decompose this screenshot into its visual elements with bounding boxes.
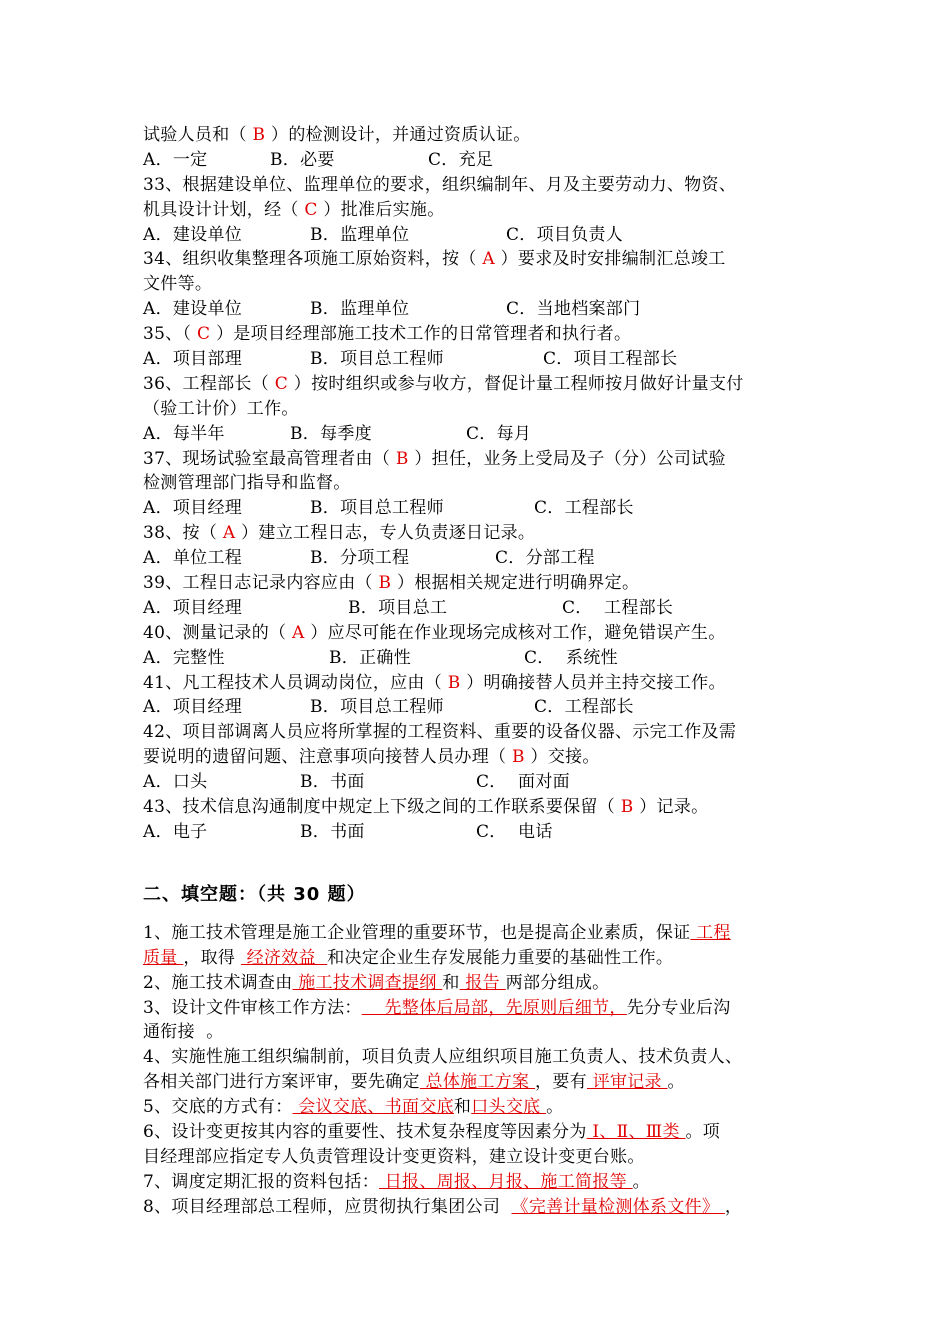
question-text: 和 bbox=[453, 1097, 472, 1118]
option-a: A．口头 bbox=[143, 772, 208, 793]
fill-6-line1 bbox=[143, 1120, 813, 1145]
question-text: 和 bbox=[442, 972, 460, 993]
question-39-options bbox=[143, 596, 813, 621]
question-36-stem-line2: （验工计价）工作。 bbox=[143, 398, 299, 419]
answer-letter: B bbox=[378, 573, 392, 594]
option-b: B．监理单位 bbox=[310, 299, 410, 320]
question-33-stem-line2 bbox=[143, 198, 813, 223]
question-41-stem bbox=[143, 671, 813, 696]
question-42-stem-line2 bbox=[143, 745, 813, 770]
option-c: C．项目工程部长 bbox=[543, 349, 678, 370]
option-c: C． 工程部长 bbox=[562, 597, 674, 618]
question-text: 。项 bbox=[685, 1121, 721, 1142]
option-b: B．每季度 bbox=[290, 423, 372, 444]
question-35-stem bbox=[143, 322, 813, 347]
question-text: 37、现场试验室最高管理者由（ bbox=[143, 448, 396, 469]
question-text: 5、交底的方式有： bbox=[143, 1097, 293, 1118]
question-37-stem-line1 bbox=[143, 447, 813, 472]
question-text: ）交接。 bbox=[524, 747, 600, 768]
question-37-stem-line2: 检测管理部门指导和监督。 bbox=[143, 473, 351, 494]
fill-answer: Ⅰ、Ⅱ、Ⅲ类 bbox=[586, 1121, 686, 1142]
option-b: B．必要 bbox=[270, 149, 335, 170]
answer-letter: A bbox=[222, 523, 236, 544]
question-42-options bbox=[143, 770, 813, 795]
question-39-stem bbox=[143, 571, 813, 596]
fill-answer: 评审记录 bbox=[586, 1072, 668, 1093]
question-38-options bbox=[143, 546, 813, 571]
question-text: ， bbox=[724, 1196, 743, 1217]
option-a: A．项目部理 bbox=[143, 349, 243, 370]
question-text: 。 bbox=[546, 1097, 564, 1118]
question-text: 41、凡工程技术人员调动岗位，应由（ bbox=[143, 672, 448, 693]
option-a: A．电子 bbox=[143, 821, 208, 842]
question-text: 36、工程部长（ bbox=[143, 373, 275, 394]
question-text: 先分专业后沟 bbox=[626, 997, 731, 1018]
question-text: 6、设计变更按其内容的重要性、技术复杂程度等因素分为 bbox=[143, 1121, 587, 1142]
answer-letter: C bbox=[197, 324, 211, 345]
question-37-options bbox=[143, 496, 813, 521]
question-text: 43、技术信息沟通制度中规定上下级之间的工作联系要保留（ bbox=[143, 797, 621, 818]
fill-answer: 口头交底 bbox=[471, 1097, 547, 1118]
question-text: 1、施工技术管理是施工企业管理的重要环节，也是提高企业素质，保证 bbox=[143, 922, 691, 943]
document-content bbox=[143, 123, 813, 1220]
section-heading: 二、填空题：（共 30 题） bbox=[143, 883, 366, 905]
answer-letter: B bbox=[512, 747, 525, 768]
question-text: ）的检测设计，并通过资质认证。 bbox=[265, 125, 531, 145]
fill-7 bbox=[143, 1170, 813, 1195]
question-text: 34、组织收集整理各项施工原始资料，按（ bbox=[143, 249, 483, 270]
option-b: B．项目总工程师 bbox=[310, 349, 444, 370]
fill-answer: 工程 bbox=[690, 922, 731, 943]
question-text: ，取得 bbox=[183, 947, 241, 968]
answer-letter: B bbox=[395, 448, 409, 469]
question-text: 35、（ bbox=[143, 324, 198, 345]
question-38-stem bbox=[143, 521, 813, 546]
answer-letter: C bbox=[304, 199, 318, 220]
option-b: B．监理单位 bbox=[310, 224, 410, 245]
option-b: B．项目总工程师 bbox=[310, 498, 444, 519]
question-text: 和决定企业生存发展能力重要的基础性工作。 bbox=[327, 947, 674, 968]
question-text: ）批准后实施。 bbox=[317, 199, 445, 220]
question-36-stem-line1 bbox=[143, 372, 813, 397]
question-text: 。 bbox=[667, 1072, 685, 1093]
fill-4-line1: 4、实施性施工组织编制前，项目负责人应组织项目施工负责人、技术负责人、 bbox=[143, 1047, 743, 1068]
question-text: 2、施工技术调查由 bbox=[143, 972, 293, 993]
option-c: C． 系统性 bbox=[524, 647, 618, 668]
question-41-options bbox=[143, 695, 813, 720]
question-32-stem bbox=[143, 123, 813, 148]
question-text: ）根据相关规定进行明确界定。 bbox=[391, 573, 640, 594]
question-36-options bbox=[143, 422, 813, 447]
answer-letter: C bbox=[274, 373, 289, 394]
fill-6-line2: 目经理部应指定专人负责管理设计变更资料，建立设计变更台账。 bbox=[143, 1146, 645, 1167]
option-a: A．单位工程 bbox=[143, 548, 243, 569]
question-32-options bbox=[143, 148, 813, 173]
question-text: 40、测量记录的（ bbox=[143, 622, 293, 643]
option-b: B．正确性 bbox=[329, 647, 411, 668]
question-text: 7、调度定期汇报的资料包括： bbox=[143, 1171, 380, 1192]
question-text: 要说明的遗留问题、注意事项向接替人员办理（ bbox=[143, 747, 513, 768]
option-c: C．工程部长 bbox=[534, 697, 634, 718]
answer-letter: A bbox=[482, 249, 495, 270]
fill-answer: 先整体后局部，先原则后细节， bbox=[361, 997, 627, 1018]
option-c: C． 面对面 bbox=[476, 772, 570, 793]
fill-3-line1 bbox=[143, 996, 813, 1021]
question-40-stem bbox=[143, 621, 813, 646]
answer-letter: B bbox=[447, 672, 461, 693]
question-text: ）要求及时安排编制汇总竣工 bbox=[494, 249, 726, 270]
option-a: A．项目经理 bbox=[143, 697, 243, 718]
option-a: A．一定 bbox=[143, 149, 208, 170]
option-c: C．项目负责人 bbox=[506, 224, 624, 245]
fill-4-line2 bbox=[143, 1070, 813, 1095]
option-a: A．建设单位 bbox=[143, 299, 243, 320]
fill-8 bbox=[143, 1195, 813, 1220]
question-text: ）明确接替人员并主持交接工作。 bbox=[460, 672, 726, 693]
fill-answer: 总体施工方案 bbox=[419, 1072, 536, 1093]
option-a: A．完整性 bbox=[143, 647, 225, 668]
option-a: A．项目经理 bbox=[143, 597, 243, 618]
question-text: ）建立工程日志，专人负责逐日记录。 bbox=[235, 523, 536, 544]
option-a: A．每半年 bbox=[143, 423, 225, 444]
fill-5 bbox=[143, 1095, 813, 1120]
question-text: ）担任，业务上受局及子（分）公司试验 bbox=[408, 448, 726, 469]
fill-1-line2 bbox=[143, 946, 813, 971]
fill-answer: 《完善计量检测体系文件》 bbox=[511, 1196, 725, 1217]
fill-answer: 日报、周报、月报、施工简报等 bbox=[379, 1171, 633, 1192]
option-a: A．建设单位 bbox=[143, 224, 243, 245]
question-text: 。 bbox=[632, 1171, 650, 1192]
option-b: B．分项工程 bbox=[310, 548, 410, 569]
option-b: B．项目总工 bbox=[348, 597, 448, 618]
question-text: ）是项目经理部施工技术工作的日常管理者和执行者。 bbox=[210, 324, 632, 345]
fill-1-line1 bbox=[143, 921, 813, 946]
option-c: C．工程部长 bbox=[534, 498, 634, 519]
option-a: A．项目经理 bbox=[143, 498, 243, 519]
option-b: B．书面 bbox=[300, 772, 365, 793]
question-text: ）记录。 bbox=[633, 797, 709, 818]
question-text: 3、设计文件审核工作方法： bbox=[143, 997, 362, 1018]
question-34-options bbox=[143, 297, 813, 322]
fill-3-line2: 通衔接 。 bbox=[143, 1022, 224, 1043]
question-text: 两部分组成。 bbox=[505, 972, 610, 993]
option-b: B．书面 bbox=[300, 821, 365, 842]
question-text: ）按时组织或参与收方，督促计量工程师按月做好计量支付 bbox=[288, 373, 744, 394]
question-text: 机具设计计划，经（ bbox=[143, 199, 305, 220]
question-text: 38、按（ bbox=[143, 523, 223, 544]
question-42-stem-line1: 42、项目部调离人员应将所掌握的工程资料、重要的设备仪器、示完工作及需 bbox=[143, 722, 737, 743]
fill-answer: 质量 bbox=[143, 947, 184, 968]
option-c: C．当地档案部门 bbox=[506, 299, 641, 320]
question-33-options bbox=[143, 223, 813, 248]
answer-letter: B bbox=[252, 125, 266, 145]
question-text: ，要有 bbox=[535, 1072, 587, 1093]
fill-answer: 会议交底、书面交底 bbox=[292, 1097, 454, 1118]
question-34-stem-line2: 文件等。 bbox=[143, 274, 213, 295]
question-33-stem-line1: 33、根据建设单位、监理单位的要求，组织编制年、月及主要劳动力、物资、 bbox=[143, 174, 737, 195]
question-text: 各相关部门进行方案评审，要先确定 bbox=[143, 1072, 420, 1093]
question-35-options bbox=[143, 347, 813, 372]
option-c: C．每月 bbox=[466, 423, 532, 444]
option-c: C．分部工程 bbox=[495, 548, 595, 569]
option-c: C．充足 bbox=[428, 149, 494, 170]
option-b: B．项目总工程师 bbox=[310, 697, 444, 718]
fill-2 bbox=[143, 971, 813, 996]
question-text: 39、工程日志记录内容应由（ bbox=[143, 573, 379, 594]
question-43-stem bbox=[143, 795, 813, 820]
fill-answer: 施工技术调查提纲 bbox=[292, 972, 443, 993]
question-40-options bbox=[143, 646, 813, 671]
answer-letter: B bbox=[620, 797, 634, 818]
question-text: 8、项目经理部总工程师，应贯彻执行集团公司 bbox=[143, 1196, 512, 1217]
question-43-options bbox=[143, 820, 813, 845]
answer-letter: A bbox=[292, 622, 305, 643]
fill-answer: 报告 bbox=[459, 972, 506, 993]
fill-answer: 经济效益 bbox=[240, 947, 328, 968]
option-c: C． 电话 bbox=[476, 821, 553, 842]
question-text: 试验人员和（ bbox=[143, 125, 253, 145]
question-text: ）应尽可能在作业现场完成核对工作，避免错误产生。 bbox=[304, 622, 726, 643]
question-34-stem-line1 bbox=[143, 247, 813, 272]
